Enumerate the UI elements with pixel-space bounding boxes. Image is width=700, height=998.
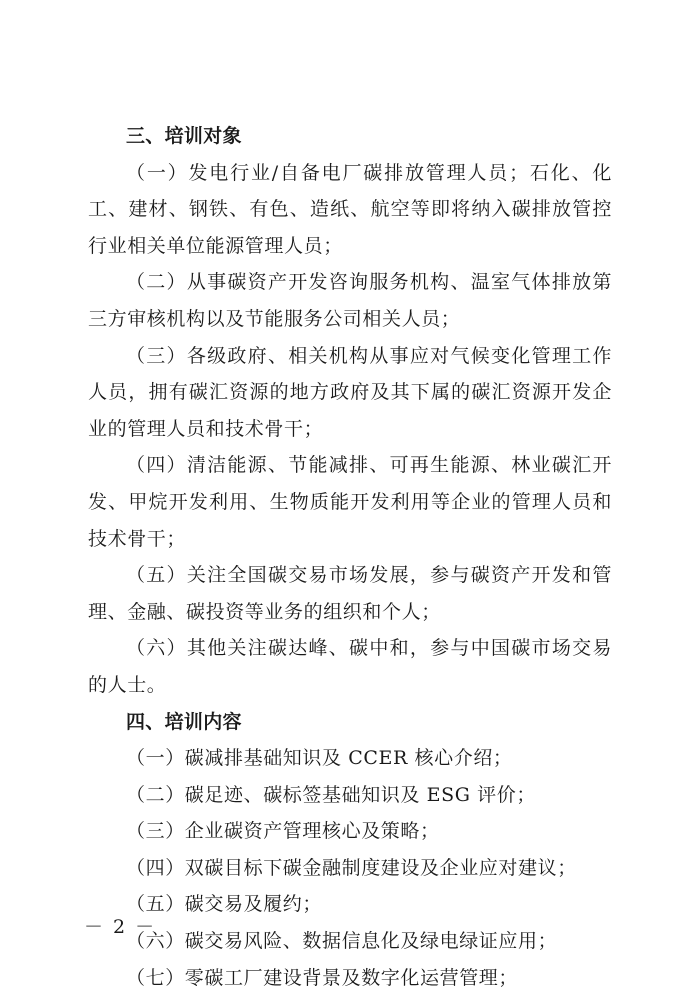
- paragraph-content-4: （四）双碳目标下碳金融制度建设及企业应对建议；: [126, 856, 577, 879]
- paragraph-content-6: （六）碳交易风险、数据信息化及绿电绿证应用；: [126, 930, 558, 953]
- paragraph-target-1: （一）发电行业/自备电厂碳排放管理人员；石化、化工、建材、钢铁、有色、造纸、航空等即将纳入碳排放管控行业相关单位能源管理人员；: [88, 161, 612, 257]
- section-heading-training-content: 四、培训内容: [126, 710, 242, 733]
- paragraph-content-1: （一）碳减排基础知识及 CCER 核心介绍；: [126, 747, 513, 770]
- paragraph-content-2: （二）碳足迹、碳标签基础知识及 ESG 评价；: [126, 783, 536, 806]
- page-number: － 2 －: [84, 916, 157, 938]
- paragraph-content-3: （三）企业碳资产管理核心及策略；: [126, 820, 440, 843]
- paragraph-target-3: （三）各级政府、相关机构从事应对气候变化管理工作人员，拥有碳汇资源的地方政府及其下属的碳汇资源开发企业的管理人员和技术骨干；: [88, 344, 612, 440]
- paragraph-content-7: （七）零碳工厂建设背景及数字化运营管理；: [126, 966, 519, 989]
- document-body: [88, 118, 612, 996]
- paragraph-target-2: （二）从事碳资产开发咨询服务机构、温室气体排放第三方审核机构以及节能服务公司相关人员；: [88, 271, 612, 330]
- paragraph-target-5: （五）关注全国碳交易市场发展，参与碳资产开发和管理、金融、碳投资等业务的组织和个人；: [88, 564, 612, 623]
- paragraph-content-5: （五）碳交易及履约；: [126, 893, 323, 916]
- paragraph-target-4: （四）清洁能源、节能减排、可再生能源、林业碳汇开发、甲烷开发利用、生物质能开发利用等企业的管理人员和技术骨干；: [88, 454, 612, 550]
- paragraph-target-6: （六）其他关注碳达峰、碳中和，参与中国碳市场交易的人士。: [88, 637, 612, 696]
- section-heading-training-targets: 三、培训对象: [126, 125, 242, 147]
